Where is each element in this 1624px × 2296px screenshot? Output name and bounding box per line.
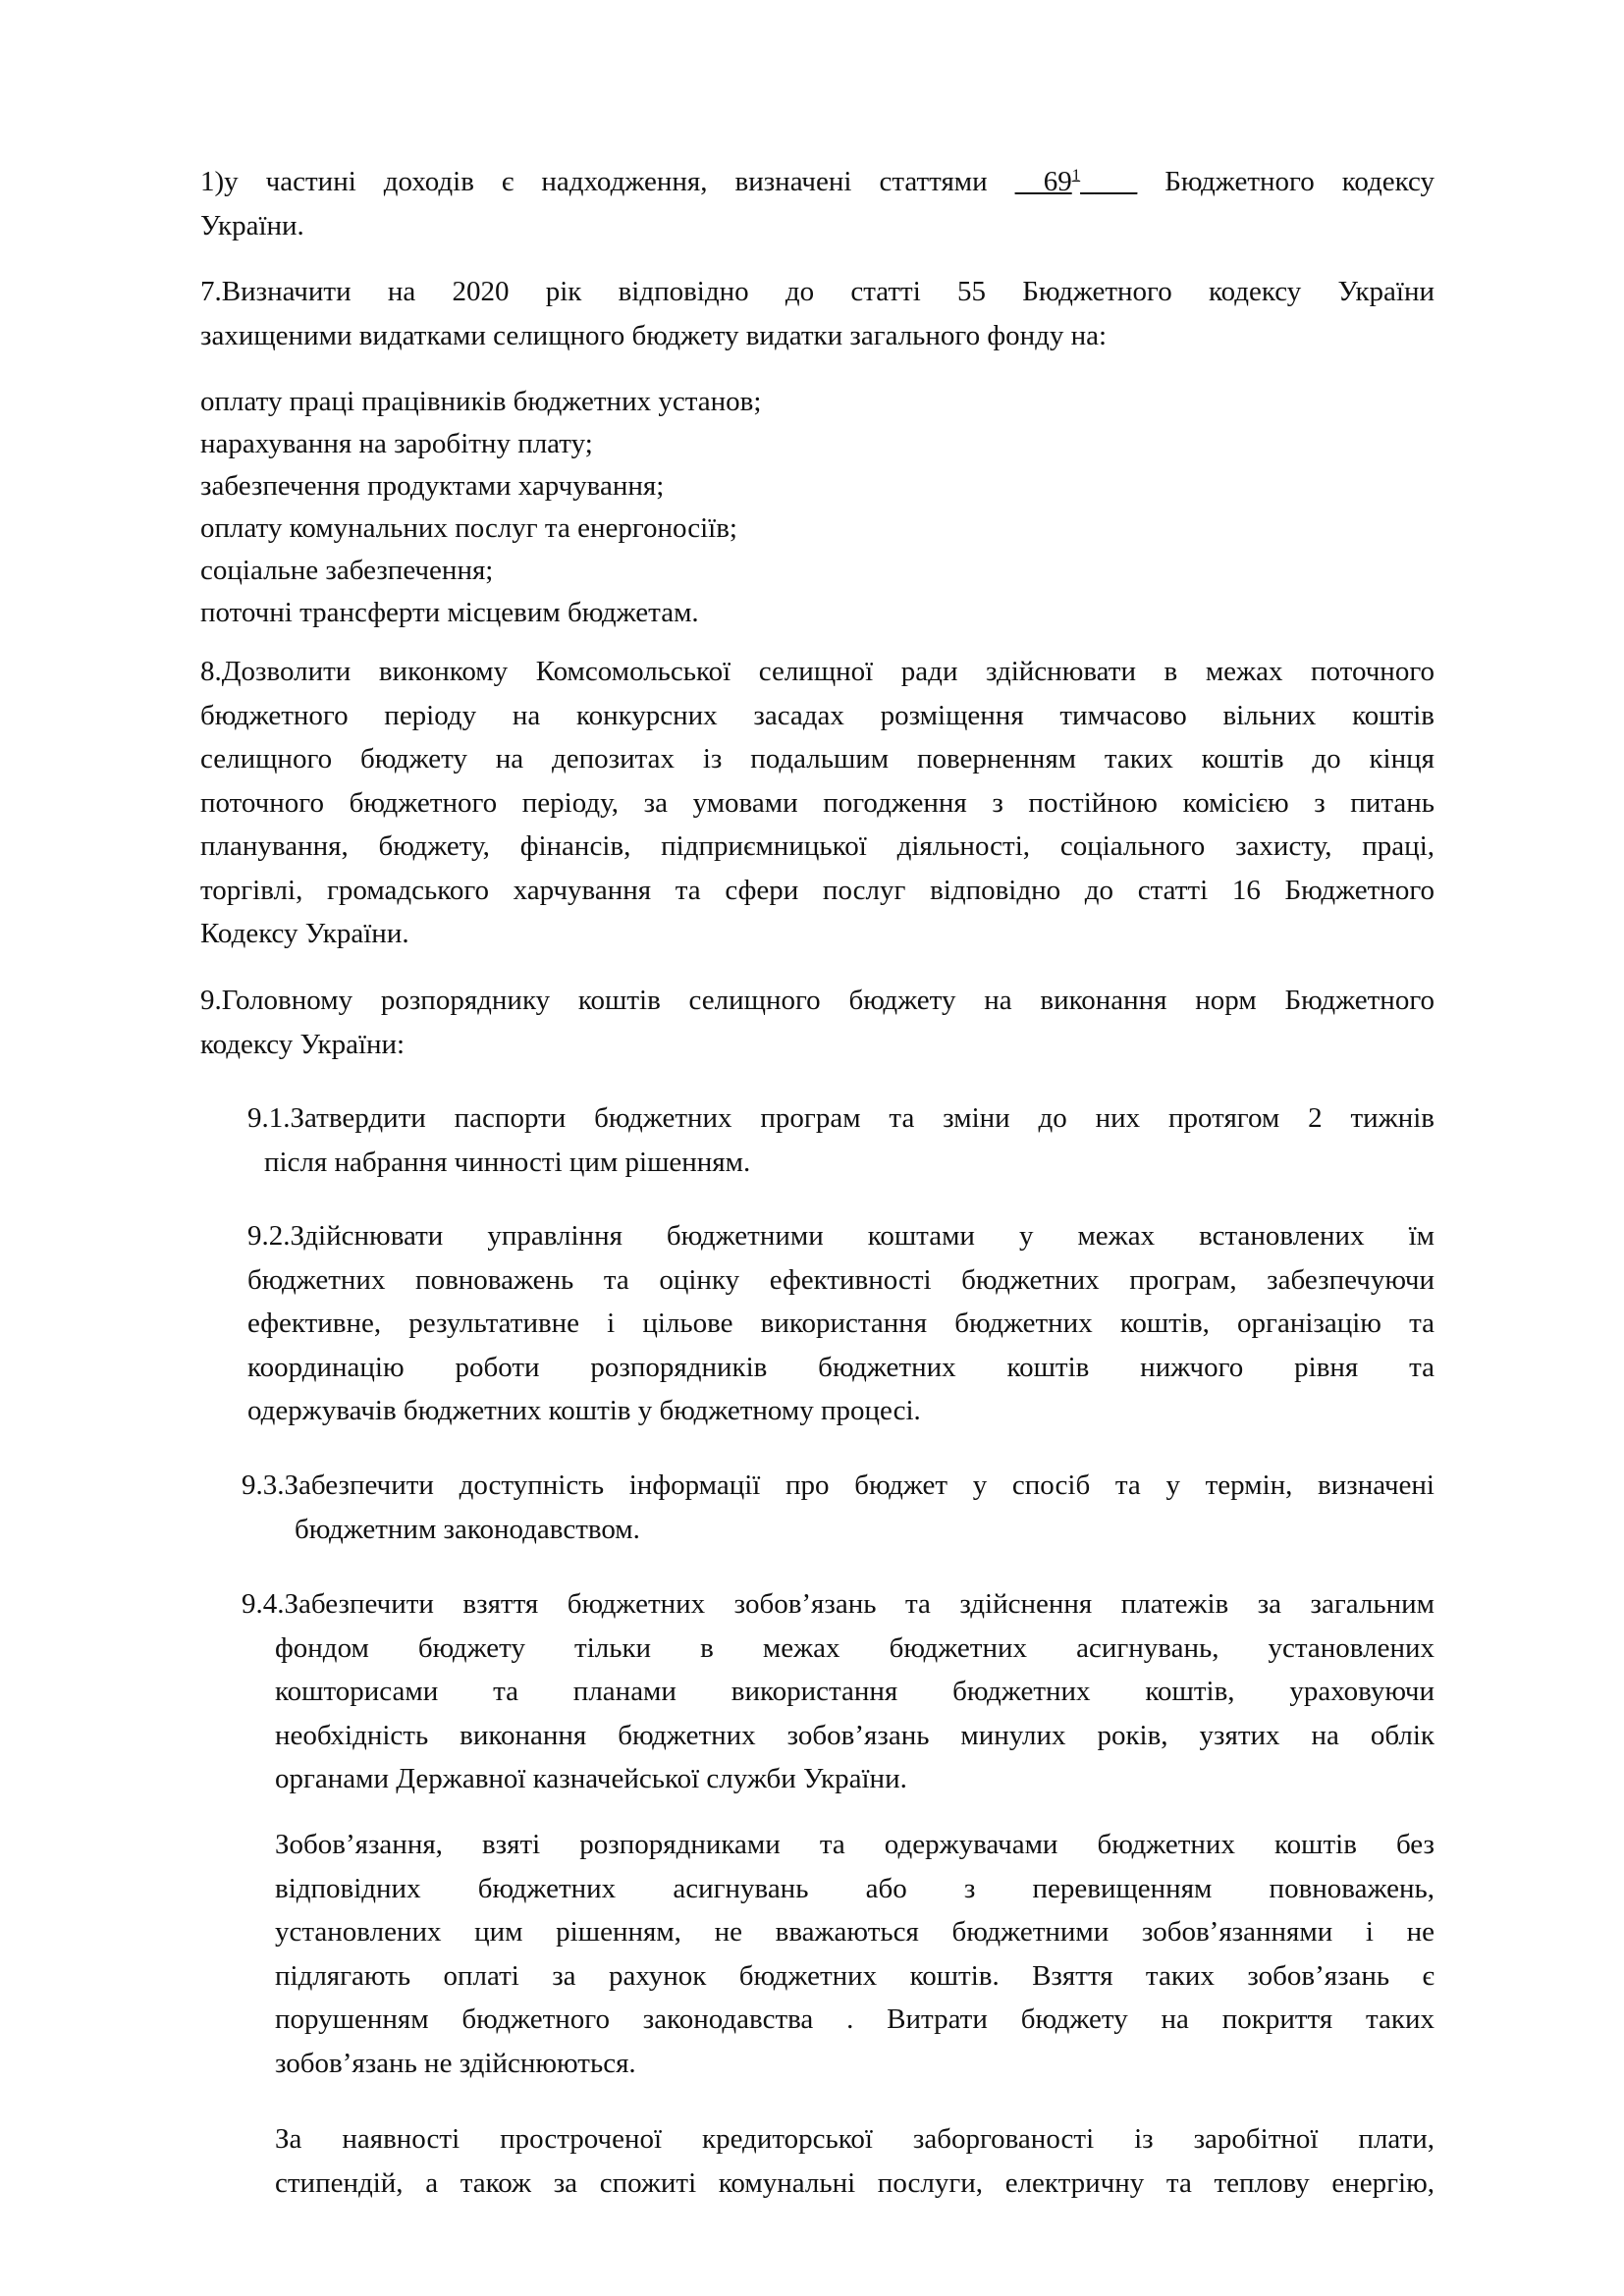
subparagraph-9-1-line: 9.1.Затвердити паспорти бюджетних програм та зміни до них протягом 2 тижнів bbox=[247, 1102, 1435, 1134]
subparagraph-9-4-line: фондом бюджету тільки в межах бюджетних асигнувань, установлених bbox=[275, 1631, 1435, 1664]
paragraph-1-line-1 bbox=[200, 160, 1435, 204]
obligations-line: підлягають оплаті за рахунок бюджетних коштів. Взяття таких зобов’язань є bbox=[275, 1959, 1435, 1992]
subparagraph-9-2 bbox=[247, 1214, 1435, 1433]
subparagraph-9-2-line: одержувачів бюджетних коштів у бюджетному процесі. bbox=[247, 1395, 921, 1426]
obligations-paragraph bbox=[275, 1823, 1435, 2085]
subparagraph-9-4-line: кошторисами та планами використання бюджетних коштів, ураховуючи bbox=[275, 1676, 1435, 1707]
paragraph-9-line: 9.Головному розпоряднику коштів селищного бюджету на виконання норм Бюджетного bbox=[200, 985, 1435, 1016]
paragraph-8-deposits bbox=[200, 650, 1435, 956]
blank-underline: ___ bbox=[1094, 166, 1138, 197]
list-item: оплату праці працівників бюджетних установ; bbox=[200, 386, 762, 417]
subparagraph-9-2-line: бюджетних повноважень та оцінку ефективності бюджетних програм, забезпечуючи bbox=[247, 1263, 1435, 1296]
article-superscript: 1 bbox=[1071, 165, 1081, 185]
obligations-line: установлених цим рішенням, не вважаються бюджетними зобов’язаннями і не bbox=[275, 1916, 1435, 1948]
blank-underline: _ bbox=[1080, 166, 1095, 197]
subparagraph-9-3-line: бюджетним законодавством. bbox=[295, 1513, 640, 1545]
paragraph-9-line: кодексу України: bbox=[200, 1028, 406, 1060]
paragraph-7-line: 7.Визначити на 2020 рік відповідно до статті 55 Бюджетного кодексу України bbox=[200, 276, 1435, 307]
arrears-line: стипендій, а також за спожиті комунальні послуги, електричну та теплову енергію, bbox=[275, 2166, 1435, 2199]
obligations-line: відповідних бюджетних асигнувань або з перевищенням повноважень, bbox=[275, 1872, 1435, 1904]
article-number-blank: __69 bbox=[1014, 166, 1072, 197]
list-item: поточні трансферти місцевим бюджетам. bbox=[200, 597, 699, 628]
subparagraph-9-3 bbox=[242, 1464, 1435, 1551]
list-item: забезпечення продуктами харчування; bbox=[200, 470, 665, 502]
paragraph-8-line: селищного бюджету на депозитах із подальшим поверненням таких коштів до кінця bbox=[200, 743, 1435, 774]
paragraph-8-line: бюджетного періоду на конкурсних засадах розміщення тимчасово вільних коштів bbox=[200, 699, 1435, 731]
paragraph-8-line: поточного бюджетного періоду, за умовами погодження з постійною комісією з питань bbox=[200, 786, 1435, 819]
subparagraph-9-2-line: 9.2.Здійснювати управління бюджетними коштами у межах встановлених їм bbox=[247, 1220, 1435, 1252]
text-fragment: 1)у частині доходів є надходження, визначені статтями bbox=[200, 166, 1015, 197]
subparagraph-9-2-line: ефективне, результативне і цільове використання бюджетних коштів, організацію та bbox=[247, 1308, 1435, 1339]
paragraph-7-line: захищеними видатками селищного бюджету видатки загального фонду на: bbox=[200, 319, 1108, 351]
subparagraph-9-2-line: координацію роботи розпорядників бюджетних коштів нижчого рівня та bbox=[247, 1351, 1435, 1383]
obligations-line: зобов’язань не здійснюються. bbox=[275, 2047, 636, 2079]
subparagraph-9-4-line: необхідність виконання бюджетних зобов’язань минулих років, узятих на облік bbox=[275, 1719, 1435, 1751]
arrears-line: За наявності простроченої кредиторської заборгованості із заробітної плати, bbox=[275, 2123, 1435, 2155]
text-fragment: Бюджетного кодексу bbox=[1137, 166, 1435, 197]
list-item: соціальне забезпечення; bbox=[200, 555, 494, 586]
subparagraph-9-3-line: 9.3.Забезпечити доступність інформації про бюджет у спосіб та у термін, визначені bbox=[242, 1469, 1435, 1501]
paragraph-7-protected-expenditures bbox=[200, 270, 1435, 357]
paragraph-1-line-2: України. bbox=[200, 209, 304, 241]
subparagraph-9-1-line: після набрання чинності цим рішенням. bbox=[264, 1146, 751, 1178]
subparagraph-9-4 bbox=[242, 1582, 1435, 1801]
paragraph-8-line: торгівлі, громадського харчування та сфери послуг відповідно до статті 16 Бюджетного bbox=[200, 874, 1435, 906]
paragraph-8-line: Кодексу України. bbox=[200, 918, 409, 949]
arrears-paragraph bbox=[275, 2117, 1435, 2205]
list-item: нарахування на заробітну плату; bbox=[200, 428, 593, 459]
obligations-line: порушенням бюджетного законодавства . Витрати бюджету на покриття таких bbox=[275, 2003, 1435, 2035]
list-item: оплату комунальних послуг та енергоносіїв; bbox=[200, 512, 737, 544]
paragraph-8-line: 8.Дозволити виконкому Комсомольської селищної ради здійснювати в межах поточного bbox=[200, 656, 1435, 687]
subparagraph-9-4-line: 9.4.Забезпечити взяття бюджетних зобов’язань та здійснення платежів за загальним bbox=[242, 1588, 1435, 1620]
paragraph-8-line: планування, бюджету, фінансів, підприємницької діяльності, соціального захисту, праці, bbox=[200, 830, 1435, 862]
subparagraph-9-4-line: органами Державної казначейської служби України. bbox=[275, 1763, 907, 1794]
protected-expenditures-list bbox=[200, 381, 1435, 634]
paragraph-1-revenues bbox=[200, 160, 1435, 247]
subparagraph-9-1 bbox=[247, 1096, 1435, 1184]
paragraph-9-chief-manager bbox=[200, 979, 1435, 1066]
obligations-line: Зобов’язання, взяті розпорядниками та одержувачами бюджетних коштів без bbox=[275, 1829, 1435, 1860]
